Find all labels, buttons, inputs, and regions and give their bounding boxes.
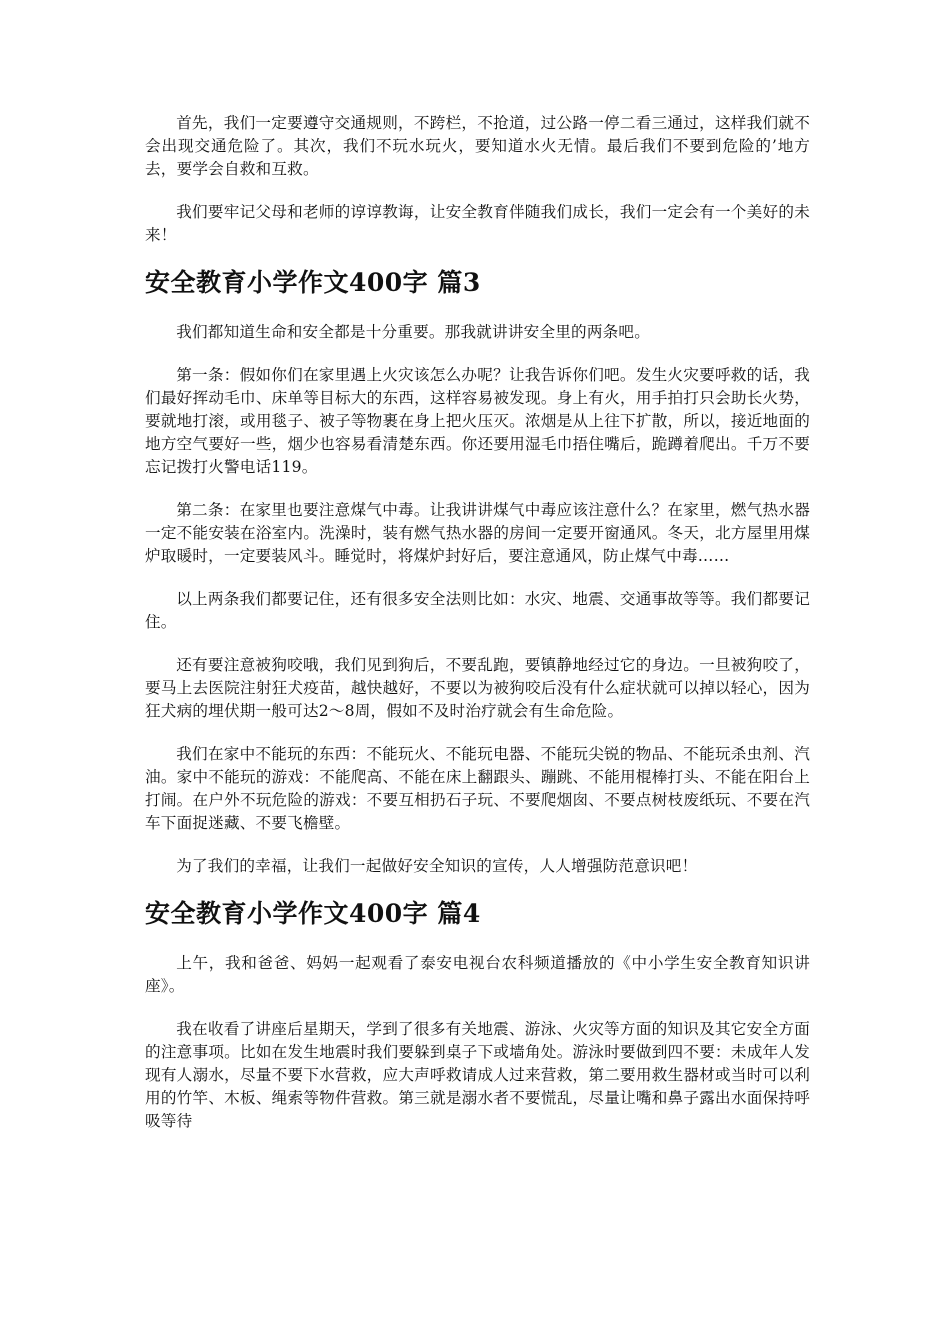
paragraph: 第二条：在家里也要注意煤气中毒。让我讲讲煤气中毒应该注意什么？在家里，燃气热水器一定不能安装在浴室内。洗澡时，装有燃气热水器的房间一定要开窗通风。冬天，北方屋里用煤炉取暖时，一定要装风斗。睡觉时，将煤炉封好后，要注意通风，防止煤气中毒…… (145, 501, 810, 565)
section-heading: 安全教育小学作文400字 篇4 (145, 899, 481, 928)
paragraph: 为了我们的幸福，让我们一起做好安全知识的宣传，人人增强防范意识吧！ (176, 857, 698, 875)
paragraph: 我们在家中不能玩的东西：不能玩火、不能玩电器、不能玩尖锐的物品、不能玩杀虫剂、汽油。家中不能玩的游戏：不能爬高、不能在床上翻跟头、蹦跳、不能用棍棒打头、不能在阳台上打闹。在户外不玩危险的游戏：不要互相扔石子玩、不要爬烟囱、不要点树枝废纸玩、不要在汽车下面捉迷藏、不要飞檐壁。 (145, 745, 810, 832)
paragraph: 首先，我们一定要遵守交通规则，不跨栏，不抢道，过公路一停二看三通过，这样我们就不会出现交通危险了。其次，我们不玩水玩火，要知道水火无情。最后我们不要到危险的’地方去，要学会自救和互救。 (145, 114, 810, 178)
paragraph: 第一条：假如你们在家里遇上火灾该怎么办呢？让我告诉你们吧。发生火灾要呼救的话，我们最好挥动毛巾、床单等目标大的东西，这样容易被发现。身上有火，用手拍打只会助长火势，要就地打滚，或用毯子、被子等物裹在身上把火压灭。浓烟是从上往下扩散，所以，接近地面的地方空气要好一些，烟少也容易看清楚东西。你还要用湿毛巾捂住嘴后，跪蹲着爬出。千万不要忘记拨打火警电话119。 (145, 366, 810, 476)
paragraph: 我在收看了讲座后星期天，学到了很多有关地震、游泳、火灾等方面的知识及其它安全方面的注意事项。比如在发生地震时我们要躲到桌子下或墙角处。游泳时要做到四不要：未成年人发现有人溺水，尽量不要下水营救，应大声呼救请成人过来营救，第二要用救生器材或当时可以利用的竹竿、木板、绳索等物件营救。第三就是溺水者不要慌乱，尽量让嘴和鼻子露出水面保持呼吸等待 (145, 1020, 810, 1130)
document-page (145, 112, 810, 1153)
paragraph: 还有要注意被狗咬哦，我们见到狗后，不要乱跑，要镇静地经过它的身边。一旦被狗咬了，要马上去医院注射狂犬疫苗，越快越好，不要以为被狗咬后没有什么症状就可以掉以轻心，因为狂犬病的埋伏期一般可达2～8周，假如不及时治疗就会有生命危险。 (145, 656, 810, 720)
section-heading: 安全教育小学作文400字 篇3 (145, 268, 481, 297)
paragraph: 我们都知道生命和安全都是十分重要。那我就讲讲安全里的两条吧。 (176, 323, 651, 341)
paragraph: 上午，我和爸爸、妈妈一起观看了泰安电视台农科频道播放的《中小学生安全教育知识讲座》。 (145, 954, 810, 995)
paragraph: 我们要牢记父母和老师的谆谆教诲，让安全教育伴随我们成长，我们一定会有一个美好的未来！ (145, 203, 810, 244)
paragraph: 以上两条我们都要记住，还有很多安全法则比如：水灾、地震、交通事故等等。我们都要记住。 (145, 590, 810, 631)
